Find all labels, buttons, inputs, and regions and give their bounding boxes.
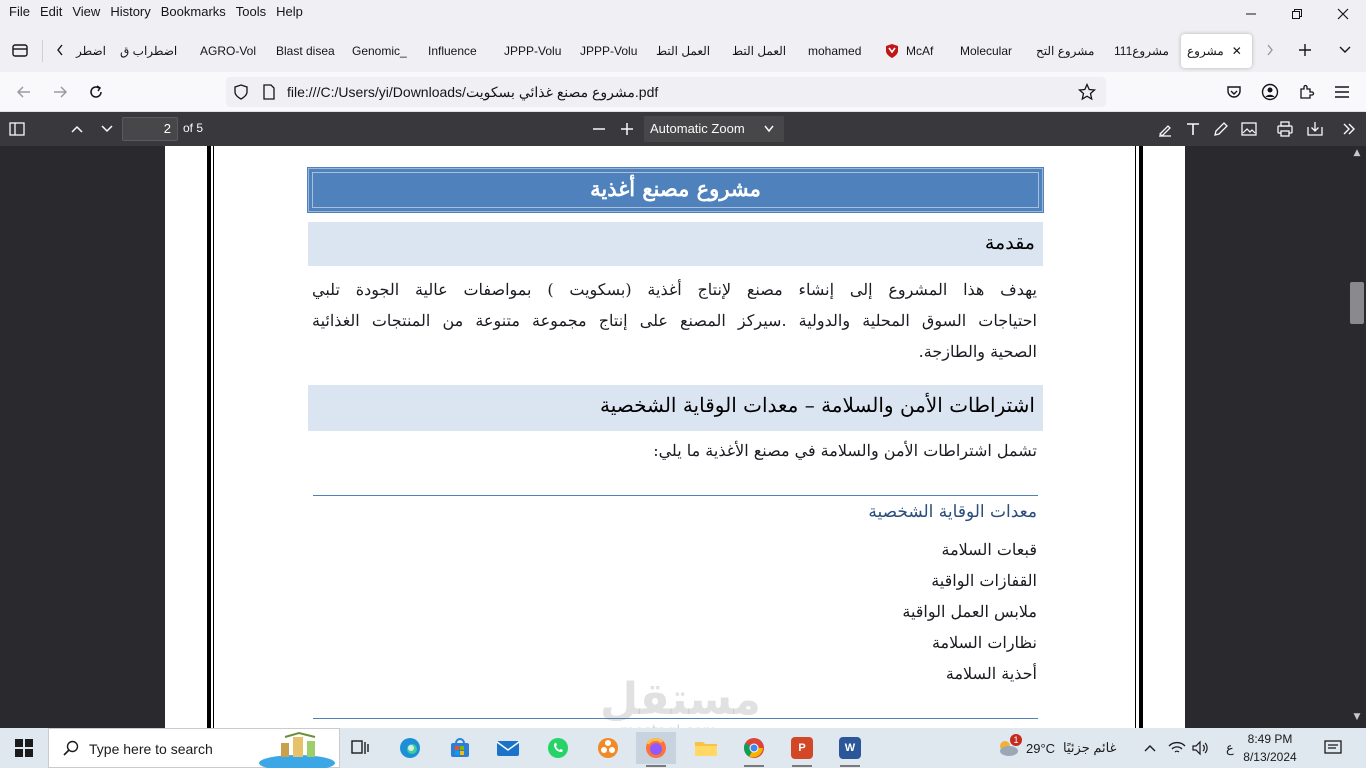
weather-badge: 1 [1010, 734, 1022, 746]
ppe-item: القفازات الواقية [931, 571, 1037, 590]
scroll-up-arrow-icon[interactable]: ▲ [1353, 148, 1361, 158]
edge-icon [398, 736, 422, 760]
intro-line: احتياجات السوق المحلية والدولية .سيركز المصنع على إنتاج مجموعة متنوعة من المنتجات الغذائية [312, 311, 1037, 330]
minimize-icon [1245, 8, 1257, 20]
clock[interactable] [1240, 730, 1300, 766]
app-menu-button[interactable] [1328, 78, 1356, 106]
menu-edit[interactable]: Edit [39, 3, 63, 19]
chevron-down-icon [1338, 45, 1352, 55]
menu-bookmarks[interactable]: Bookmarks [160, 3, 226, 19]
chevron-down-icon [764, 125, 774, 133]
windows-taskbar [0, 728, 1366, 768]
zoom-out-button[interactable] [586, 116, 612, 142]
powerpoint-icon: P [791, 737, 813, 759]
scroll-tabs-left-button[interactable] [46, 33, 74, 67]
taskbar-app-word[interactable] [830, 732, 870, 764]
input-language[interactable]: ع [1226, 740, 1234, 755]
close-icon [1337, 8, 1349, 20]
next-page-button[interactable] [94, 116, 120, 142]
image-icon [1241, 122, 1257, 136]
speaker-icon [1192, 741, 1210, 755]
wifi-icon [1168, 741, 1186, 755]
text-tool-button[interactable] [1180, 116, 1206, 142]
double-chevron-right-icon [1342, 122, 1356, 136]
weather-widget[interactable] [996, 728, 1116, 768]
restore-button[interactable] [1274, 0, 1320, 28]
close-tab-icon[interactable]: ✕ [1231, 44, 1242, 58]
forward-button[interactable] [46, 78, 74, 106]
store-icon [449, 737, 471, 759]
tools-menu-button[interactable] [1336, 116, 1362, 142]
tab-item[interactable]: العمل التط [656, 44, 711, 58]
close-window-button[interactable] [1320, 0, 1366, 28]
notifications-button[interactable] [1324, 728, 1342, 768]
download-icon [1307, 121, 1323, 137]
minus-icon [592, 122, 606, 136]
scroll-tabs-right-button[interactable] [1256, 33, 1284, 67]
tab-item[interactable]: JPPP-Volu [580, 44, 638, 58]
folder-icon [694, 738, 718, 758]
pdf-toolbar [0, 112, 1366, 146]
tab-item[interactable]: Influence [428, 44, 477, 58]
chevron-up-icon [70, 124, 84, 134]
page-number-input[interactable]: 2 [122, 117, 178, 141]
tab-item[interactable]: JPPP-Volu [504, 44, 562, 58]
scroll-down-arrow-icon[interactable]: ▼ [1353, 712, 1361, 722]
chevron-left-icon [55, 43, 65, 57]
tab-bar [0, 28, 1366, 72]
arrow-left-icon [16, 84, 32, 100]
zoom-select[interactable]: Automatic Zoom [644, 116, 784, 142]
task-view-icon [350, 739, 370, 757]
intro-line: الصحية والطازجة. [918, 342, 1037, 361]
sidebar-icon [9, 122, 25, 136]
section-band [308, 222, 1043, 266]
page-border [207, 146, 211, 728]
tab-item-mcafee[interactable]: McAf [884, 34, 942, 68]
tab-item-active[interactable]: مشروع ✕ [1181, 34, 1252, 68]
taskbar-app-vlc[interactable] [588, 732, 628, 764]
menu-bar [0, 0, 1366, 22]
scrollbar-thumb[interactable] [1350, 282, 1364, 324]
url-bar[interactable] [226, 77, 1106, 107]
section-band [308, 385, 1043, 431]
draw-button[interactable] [1208, 116, 1234, 142]
text-icon [1186, 122, 1200, 136]
safety-heading: اشتراطات الأمن والسلامة – معدات الوقاية الشخصية [599, 393, 1035, 417]
page-border [213, 146, 214, 728]
mcafee-shield-icon [884, 43, 900, 59]
ppe-item: قبعات السلامة [941, 540, 1037, 559]
taskbar-app-mail[interactable] [488, 732, 528, 764]
sidebar-toggle-button[interactable] [4, 116, 30, 142]
tab-divider [42, 40, 43, 62]
intro-line: يهدف هذا المشروع إلى إنشاء مصنع لإنتاج أغذية (بسكويت ) بمواصفات عالية الجودة تلبي [312, 280, 1037, 299]
list-all-tabs-button[interactable] [1328, 33, 1362, 67]
weather-temp: 29°C [1026, 740, 1056, 756]
notification-icon [1324, 740, 1342, 756]
save-button[interactable] [1302, 116, 1328, 142]
windows-logo-icon [15, 739, 33, 757]
firefox-icon [644, 736, 668, 760]
ppe-item: نظارات السلامة [931, 633, 1037, 652]
network-button[interactable] [1168, 728, 1186, 768]
reload-icon [88, 84, 104, 100]
restore-icon [1291, 8, 1303, 20]
menu-help[interactable]: Help [276, 3, 303, 19]
volume-button[interactable] [1192, 728, 1210, 768]
document-title-band [308, 168, 1043, 212]
search-icon [63, 740, 79, 756]
tab-overview-button[interactable] [3, 33, 37, 67]
tab-list-icon [11, 42, 29, 58]
navigation-bar [0, 72, 1366, 112]
chevron-down-icon [100, 124, 114, 134]
page-border [1139, 146, 1143, 728]
tab-item[interactable]: Genomic_ [352, 44, 407, 58]
hamburger-icon [1334, 85, 1350, 99]
extensions-button[interactable] [1292, 78, 1320, 106]
minimize-button[interactable] [1228, 0, 1274, 28]
chrome-icon [742, 736, 766, 760]
tab-item[interactable]: العمل التط [732, 44, 787, 58]
print-button[interactable] [1272, 116, 1298, 142]
show-hidden-icons-button[interactable] [1144, 728, 1156, 768]
safety-intro: تشمل اشتراطات الأمن والسلامة في مصنع الأغذية ما يلي: [653, 441, 1037, 460]
url-text[interactable]: file:///C:/Users/yi/Downloads/مشروع مصنع غذائي بسكويت.pdf [287, 84, 659, 100]
vertical-scrollbar[interactable] [1348, 146, 1366, 728]
taskbar-app-file-explorer[interactable] [686, 732, 726, 764]
highlight-button[interactable] [1152, 116, 1178, 142]
puzzle-icon [1298, 84, 1314, 100]
menu-view[interactable]: View [72, 3, 101, 19]
tab-item[interactable]: اضطراب ق [120, 44, 178, 58]
document-title: مشروع مصنع أغذية [590, 176, 761, 201]
divider [313, 495, 1038, 496]
page-count: of 5 [183, 121, 204, 135]
pocket-icon [1226, 84, 1242, 100]
tab-item[interactable]: 111مشروع [1114, 44, 1169, 58]
start-button[interactable] [0, 728, 48, 768]
ppe-item: ملابس العمل الواقية [902, 602, 1037, 621]
chevron-up-icon [1144, 743, 1156, 753]
arrow-right-icon [52, 84, 68, 100]
tab-item[interactable]: اضطر [76, 44, 106, 58]
pdf-viewer[interactable] [0, 146, 1366, 728]
menu-file[interactable]: File [9, 3, 30, 19]
tracking-shield-icon[interactable] [233, 84, 249, 100]
tab-item[interactable]: mohamed [808, 44, 862, 58]
search-placeholder: Type here to search [89, 741, 213, 757]
previous-page-button[interactable] [64, 116, 90, 142]
account-button[interactable] [1256, 78, 1284, 106]
add-image-button[interactable] [1236, 116, 1262, 142]
taskbar-app-powerpoint[interactable] [782, 732, 822, 764]
taskbar-app-firefox[interactable] [636, 732, 676, 764]
taskbar-app-edge[interactable] [390, 732, 430, 764]
clock-date: 8/13/2024 [1243, 750, 1297, 764]
tab-item[interactable]: Molecular [960, 44, 1013, 58]
pencil-icon [1213, 121, 1229, 137]
menu-history[interactable]: History [110, 3, 151, 19]
watermark-logo: مستقل [600, 674, 761, 725]
printer-icon [1277, 121, 1293, 137]
pdf-page [165, 146, 1185, 746]
search-highlight-illustration-icon [255, 731, 339, 767]
app-circle-icon [596, 736, 620, 760]
taskbar-app-chrome[interactable] [734, 732, 774, 764]
ppe-item: أحذية السلامة [945, 664, 1037, 683]
tab-item[interactable]: AGRO-Vol [200, 44, 257, 58]
zoom-in-button[interactable] [614, 116, 640, 142]
back-button[interactable] [10, 78, 38, 106]
bookmark-star-icon[interactable] [1078, 83, 1096, 101]
ppe-heading: معدات الوقاية الشخصية [868, 502, 1037, 522]
clock-time: 8:49 PM [1247, 732, 1293, 746]
whatsapp-icon [546, 736, 570, 760]
tab-item[interactable]: مشروع التح [1036, 44, 1095, 58]
taskbar-search-box[interactable] [48, 728, 340, 768]
highlighter-icon [1157, 121, 1173, 137]
page-border [1135, 146, 1136, 728]
intro-heading: مقدمة [984, 232, 1035, 254]
taskbar-app-whatsapp[interactable] [538, 732, 578, 764]
menu-tools[interactable]: Tools [235, 3, 267, 19]
plus-icon [620, 122, 634, 136]
new-tab-button[interactable] [1288, 33, 1322, 67]
word-icon: W [839, 737, 861, 759]
page-icon[interactable] [262, 84, 276, 100]
chevron-right-icon [1265, 43, 1275, 57]
weather-text: غائم جزئيًا [1063, 740, 1117, 755]
tab-item[interactable]: Blast disea [276, 44, 335, 58]
task-view-button[interactable] [340, 732, 380, 764]
taskbar-app-store[interactable] [440, 732, 480, 764]
mail-icon [496, 739, 520, 757]
account-icon [1261, 83, 1279, 101]
plus-icon [1298, 43, 1312, 57]
pocket-button[interactable] [1220, 78, 1248, 106]
reload-button[interactable] [82, 78, 110, 106]
